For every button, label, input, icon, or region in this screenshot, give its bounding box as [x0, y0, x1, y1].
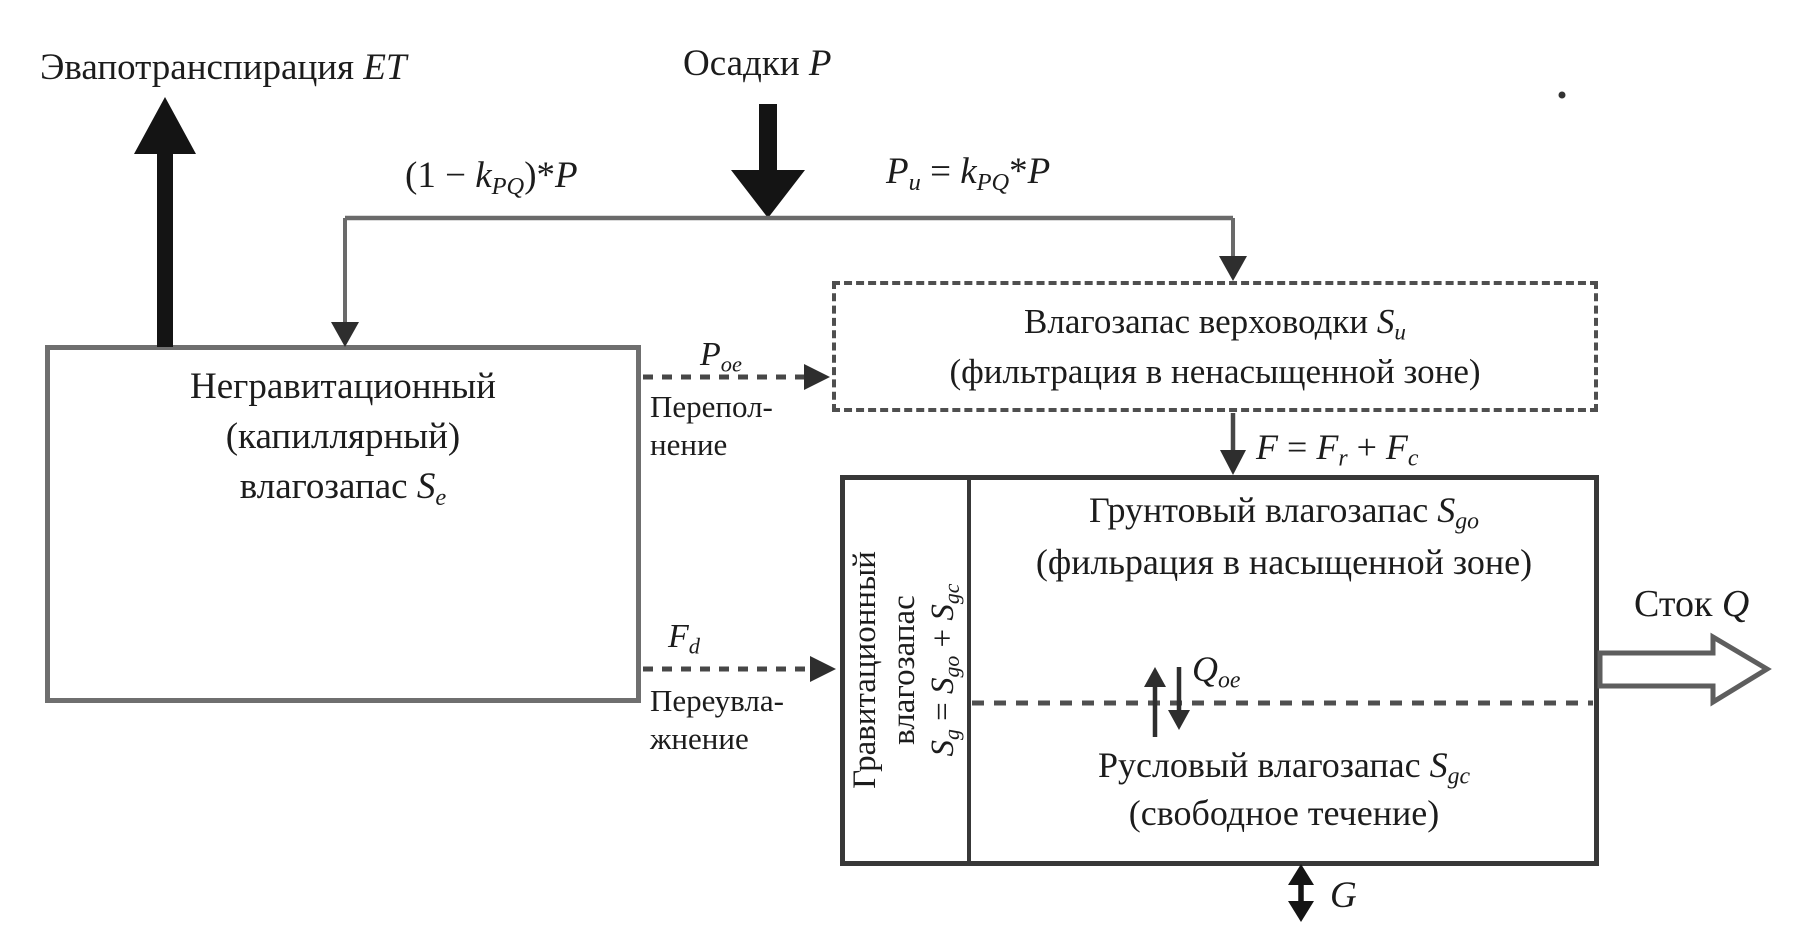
grav-sub2: go — [939, 655, 964, 678]
eq-var: F — [1316, 427, 1339, 467]
overflow-caption-line2: нение — [650, 427, 728, 462]
precip-var: P — [808, 43, 832, 84]
bus-left-drop-arrowhead — [331, 322, 359, 347]
overflow-flux-label — [700, 336, 742, 377]
infiltration-arrowhead — [1220, 450, 1246, 475]
precip-text: Осадки — [683, 43, 809, 84]
grav-var3: S — [924, 604, 961, 621]
capillary-var: S — [416, 466, 436, 507]
runoff-outline-arrow — [1600, 637, 1767, 702]
g-down-arrowhead — [1288, 901, 1314, 922]
fd-sub: d — [688, 633, 700, 659]
gravitational-label-line2: влагозапас — [885, 595, 922, 745]
overwetting-caption-line2: жнение — [650, 721, 749, 756]
channel-var: S — [1429, 745, 1448, 785]
eq-part: (1 − — [405, 155, 476, 196]
capillary-box-text: влагозапас — [239, 466, 417, 507]
eq-var: F — [1256, 427, 1278, 467]
split-precip-right-equation — [886, 150, 1051, 196]
eq-sub: c — [1407, 445, 1419, 472]
eq-var: F — [1385, 427, 1408, 467]
stray-dot — [1559, 92, 1566, 99]
infiltration-equation — [1256, 426, 1419, 472]
eq-sub: PQ — [491, 172, 525, 200]
runoff-var: Q — [1721, 583, 1750, 625]
capillary-box-line1: Негравитационный — [190, 366, 496, 407]
capillary-box-line2: (капиллярный) — [225, 416, 461, 457]
eq-var: k — [960, 151, 977, 192]
perched-var-sub: u — [1394, 317, 1406, 344]
runoff-label — [1634, 582, 1749, 626]
ground-var-sub: go — [1455, 508, 1480, 535]
perched-box-line1 — [836, 297, 1594, 347]
overwetting-arrowhead — [810, 656, 836, 682]
ground-var: S — [1437, 490, 1456, 530]
eq-var: P — [555, 155, 578, 196]
eq-var: P — [1027, 151, 1051, 192]
poe-sub: oe — [720, 351, 742, 377]
precipitation-down-arrow — [731, 104, 805, 218]
evapotranspiration-up-arrow — [134, 97, 196, 347]
eq-var: k — [475, 155, 492, 196]
groundwater-exchange-label: G — [1330, 875, 1357, 916]
overwetting-flux-label — [668, 618, 700, 659]
eq-sub: PQ — [976, 168, 1010, 196]
bus-right-drop-arrowhead — [1219, 256, 1247, 281]
et-text: Эвапотранспирация — [40, 47, 364, 88]
channel-text: Русловый влагозапас — [1097, 745, 1430, 785]
perched-water-box — [832, 281, 1598, 412]
precipitation-label — [683, 42, 831, 85]
grav-var1: S — [924, 739, 961, 757]
gravitational-label-line1: Гравитационный — [846, 551, 883, 789]
eq-part: = — [920, 151, 961, 192]
channel-storage-line1 — [972, 744, 1596, 790]
overwetting-caption-line1: Переувла- — [650, 683, 784, 718]
overflow-caption — [650, 388, 773, 464]
evapotranspiration-label — [40, 46, 407, 89]
eq-sub: r — [1338, 445, 1348, 472]
groundwater-storage-line2: (фильрация в насыщенной зоне) — [1035, 542, 1533, 582]
qoe-sub: oe — [1218, 667, 1241, 694]
perched-var: S — [1376, 301, 1395, 341]
overflow-caption-line1: Перепол- — [650, 389, 773, 424]
channel-storage-line2: (свободное течение) — [1128, 793, 1440, 833]
qoe-exchange-label — [1192, 648, 1241, 694]
et-var: ET — [363, 47, 407, 88]
gravitational-formula — [924, 480, 963, 860]
channel-var-sub: gc — [1447, 763, 1471, 790]
perched-box-line2: (фильтрация в ненасыщенной зоне) — [949, 351, 1481, 391]
overwetting-caption — [650, 682, 784, 758]
capillary-box-line3 — [50, 462, 636, 512]
g-up-arrowhead — [1288, 864, 1314, 885]
eq-part: = — [1278, 427, 1317, 467]
gravitational-rotated-label — [843, 480, 965, 860]
perched-box-text: Влагозапас верховодки — [1024, 301, 1377, 341]
fd-var: F — [668, 618, 689, 655]
capillary-storage-box — [45, 345, 641, 703]
eq-var: P — [886, 151, 909, 192]
grav-sub1: g — [939, 729, 964, 740]
grav-op2: + — [924, 620, 961, 656]
ground-text: Грунтовый влагозапас — [1088, 490, 1438, 530]
qoe-var: Q — [1192, 649, 1218, 689]
eq-part: * — [1009, 151, 1028, 192]
grav-op1: = — [924, 693, 961, 730]
runoff-text: Сток — [1634, 583, 1722, 625]
eq-part: + — [1347, 427, 1386, 467]
grav-var2: S — [924, 677, 961, 694]
eq-sub: u — [908, 168, 921, 196]
overflow-arrowhead — [804, 364, 830, 390]
groundwater-storage-line1 — [972, 489, 1596, 535]
eq-part: )* — [524, 155, 556, 196]
split-precip-left-equation — [405, 154, 578, 200]
grav-sub3: gc — [939, 583, 964, 605]
poe-var: P — [700, 336, 721, 373]
capillary-var-sub: e — [435, 483, 447, 511]
